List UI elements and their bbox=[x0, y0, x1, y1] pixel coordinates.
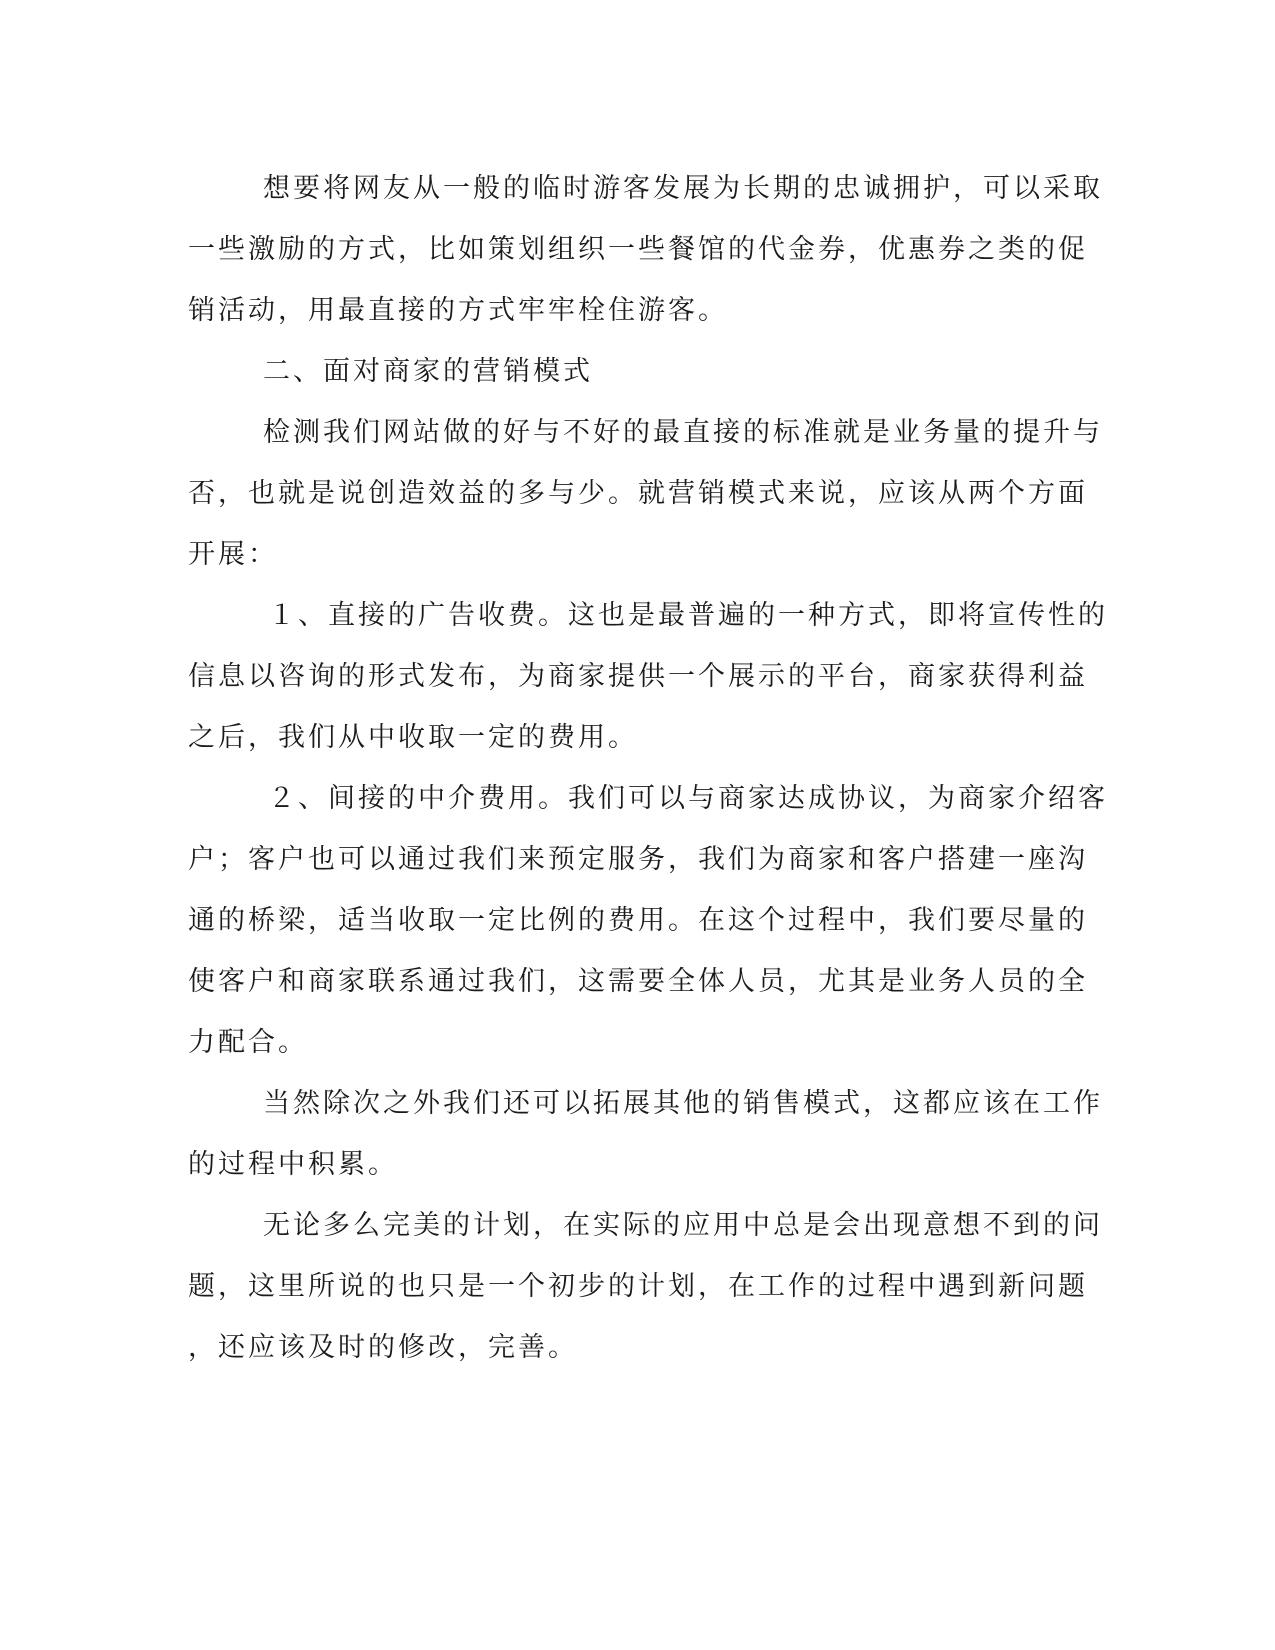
text-line: １、直接的广告收费。这也是最普遍的一种方式，即将宣传性的 bbox=[268, 600, 1108, 631]
document-body bbox=[188, 158, 1108, 1378]
paragraph-other-modes bbox=[188, 1073, 1103, 1195]
list-item-2 bbox=[188, 768, 1108, 1073]
text-line: 的过程中积累。 bbox=[188, 1149, 398, 1180]
text-line: 当然除次之外我们还可以拓展其他的销售模式，这都应该在工作 bbox=[263, 1088, 1103, 1119]
text-line: 使客户和商家联系通过我们，这需要全体人员，尤其是业务人员的全 bbox=[188, 966, 1088, 997]
text-line: ，还应该及时的修改，完善。 bbox=[188, 1332, 578, 1363]
text-line: 力配合。 bbox=[188, 1027, 308, 1058]
paragraph-conclusion bbox=[188, 1195, 1103, 1378]
text-line: 户；客户也可以通过我们来预定服务，我们为商家和客户搭建一座沟 bbox=[188, 844, 1088, 875]
text-line: 一些激励的方式，比如策划组织一些餐馆的代金券，优惠券之类的促 bbox=[188, 234, 1088, 265]
text-line: 信息以咨询的形式发布，为商家提供一个展示的平台，商家获得利益 bbox=[188, 661, 1088, 692]
text-line: 开展： bbox=[188, 539, 278, 570]
list-item-1 bbox=[188, 585, 1108, 768]
paragraph-measure bbox=[188, 402, 1103, 585]
text-line: 否，也就是说创造效益的多与少。就营销模式来说，应该从两个方面 bbox=[188, 478, 1088, 509]
text-line: 通的桥梁，适当收取一定比例的费用。在这个过程中，我们要尽量的 bbox=[188, 905, 1088, 936]
text-line: 检测我们网站做的好与不好的最直接的标准就是业务量的提升与 bbox=[263, 417, 1103, 448]
text-line: 之后，我们从中收取一定的费用。 bbox=[188, 722, 638, 753]
text-line: 想要将网友从一般的临时游客发展为长期的忠诚拥护，可以采取 bbox=[263, 173, 1103, 204]
text-line: 二、面对商家的营销模式 bbox=[263, 356, 593, 387]
text-line: ２、间接的中介费用。我们可以与商家达成协议，为商家介绍客 bbox=[268, 783, 1108, 814]
text-line: 无论多么完美的计划，在实际的应用中总是会出现意想不到的问 bbox=[263, 1210, 1103, 1241]
section-heading-merchant bbox=[188, 341, 1068, 402]
paragraph-incentive bbox=[188, 158, 1103, 341]
text-line: 题，这里所说的也只是一个初步的计划，在工作的过程中遇到新问题 bbox=[188, 1271, 1088, 1302]
text-line: 销活动，用最直接的方式牢牢栓住游客。 bbox=[188, 295, 728, 326]
